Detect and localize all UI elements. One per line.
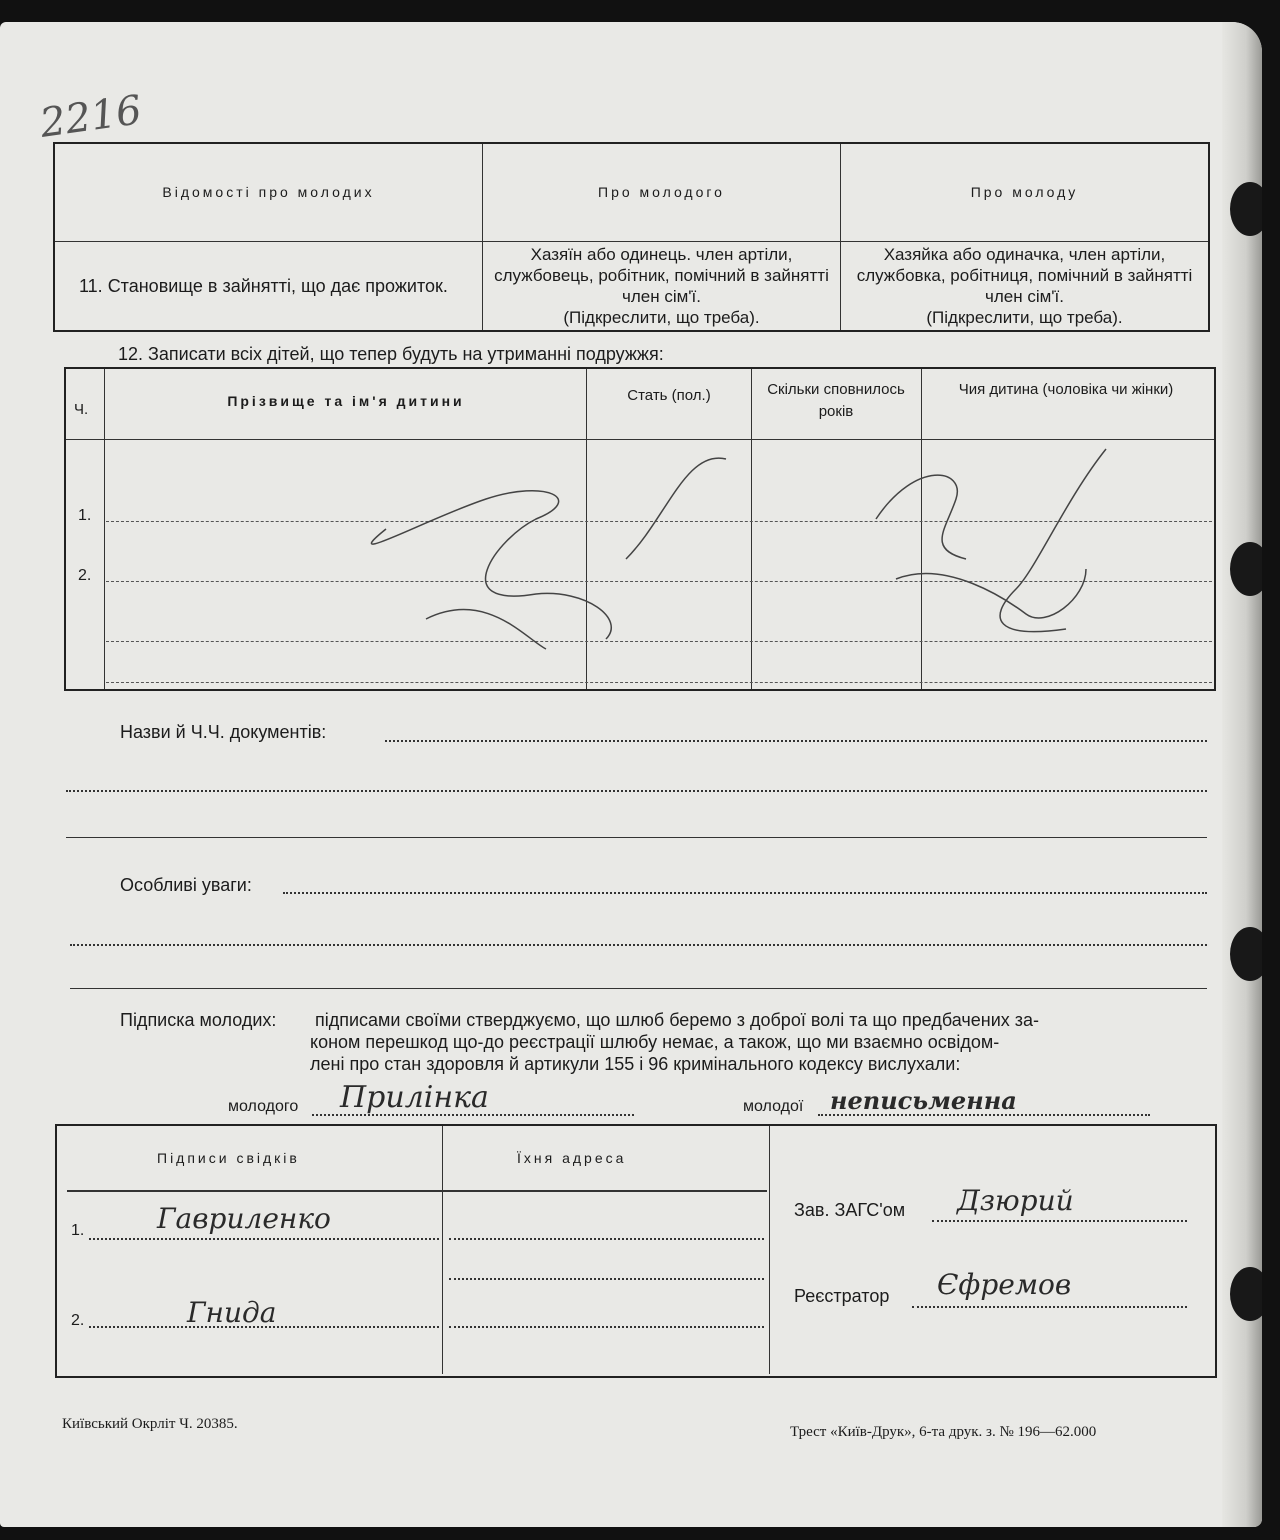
registry-head-signature: Дзюрий [957, 1184, 1074, 1217]
item-12-title: 12. Записати всіх дітей, що тепер будуть на утриманні подружжя: [118, 344, 664, 364]
header-bride: Про молоду [841, 143, 1210, 241]
registrar-signature: Єфремов [937, 1268, 1072, 1301]
witness-1-address [449, 1238, 764, 1240]
binding-hole [1230, 927, 1262, 981]
column-number: Ч. [74, 401, 89, 418]
column-sex: Стать (пол.) [627, 387, 711, 404]
witness-box [55, 1124, 1217, 1378]
witness-1-number: 1. [71, 1222, 85, 1239]
column-whose-child: Чия дитина (чоловіка чи жінки) [958, 381, 1174, 398]
remarks-field-line-2[interactable] [70, 944, 1207, 946]
groom-signature-label: молодого [228, 1098, 299, 1115]
archive-number-mark: 2216 [37, 87, 145, 147]
bride-signature-label: молодої [743, 1098, 804, 1115]
remarks-field[interactable] [283, 892, 1207, 894]
bride-occupation-options: Хазяйка або одиначка, член артіли, службовка, робітниця, помічний в зайнятті член сім'ї. [856, 244, 1193, 306]
binding-hole [1230, 542, 1262, 596]
witness-2-number: 2. [71, 1312, 85, 1329]
witness-address-header: Їхня адреса [517, 1150, 627, 1166]
binding-hole [1230, 182, 1262, 236]
column-child-name: Прізвище та ім'я дитини [227, 393, 465, 409]
registry-head-label: Зав. ЗАГС'ом [794, 1200, 906, 1220]
witness-2-address [449, 1326, 764, 1328]
declaration-line-1: підписами своїми стверджуємо, що шлюб беремо з доброї волі та що предбачених за- [315, 1010, 1040, 1030]
couple-info-table [53, 142, 1210, 332]
documents-field-line-2[interactable] [66, 790, 1207, 792]
item-11-label: 11. Становище в зайнятті, що дає прожиток. [54, 241, 483, 331]
bride-note: (Підкреслити, що треба). [926, 307, 1123, 327]
column-age: Скільки сповнилось років [767, 381, 905, 420]
declaration-label: Підписка молодих: [120, 1010, 277, 1030]
groom-signature: Прилінка [340, 1080, 489, 1115]
printer-license: Київський Окрліт Ч. 20385. [62, 1416, 238, 1432]
row-number-1: 1. [78, 507, 92, 524]
registrar-label: Реєстратор [794, 1286, 890, 1306]
declaration-line-2: коном перешкод що-до реєстрації шлюбу немає, а також, що ми взаємно освідом- [310, 1032, 1000, 1052]
printer-info: Трест «Київ-Друк», 6-та друк. з. № 196—62.000 [790, 1424, 1097, 1440]
document-page [0, 22, 1262, 1527]
groom-occupation-options: Хазяїн або одинець. член артіли, службовець, робітник, помічний в зайнятті член сім'ї. [494, 244, 829, 306]
groom-note: (Підкреслити, що треба). [563, 307, 760, 327]
binding-hole [1230, 1267, 1262, 1321]
documents-label: Назви й Ч.Ч. документів: [120, 722, 327, 742]
declaration-line-3: лені про стан здоровля й артикули 155 і 96 кримінального кодексу вислухали: [310, 1054, 961, 1074]
witness-signatures-header: Підписи свідків [157, 1150, 300, 1166]
documents-field[interactable] [385, 740, 1207, 742]
children-table [64, 367, 1216, 691]
witness-2-signature: Гнида [187, 1296, 277, 1329]
row-number-2: 2. [78, 567, 92, 584]
witness-1-signature: Гавриленко [157, 1202, 331, 1235]
header-groom: Про молодого [483, 143, 841, 241]
strikeout-marks [66, 439, 1212, 689]
bride-signature: неписьменна [830, 1086, 1017, 1115]
header-couple-info: Відомості про молодих [54, 143, 483, 241]
remarks-label: Особливі уваги: [120, 875, 252, 895]
